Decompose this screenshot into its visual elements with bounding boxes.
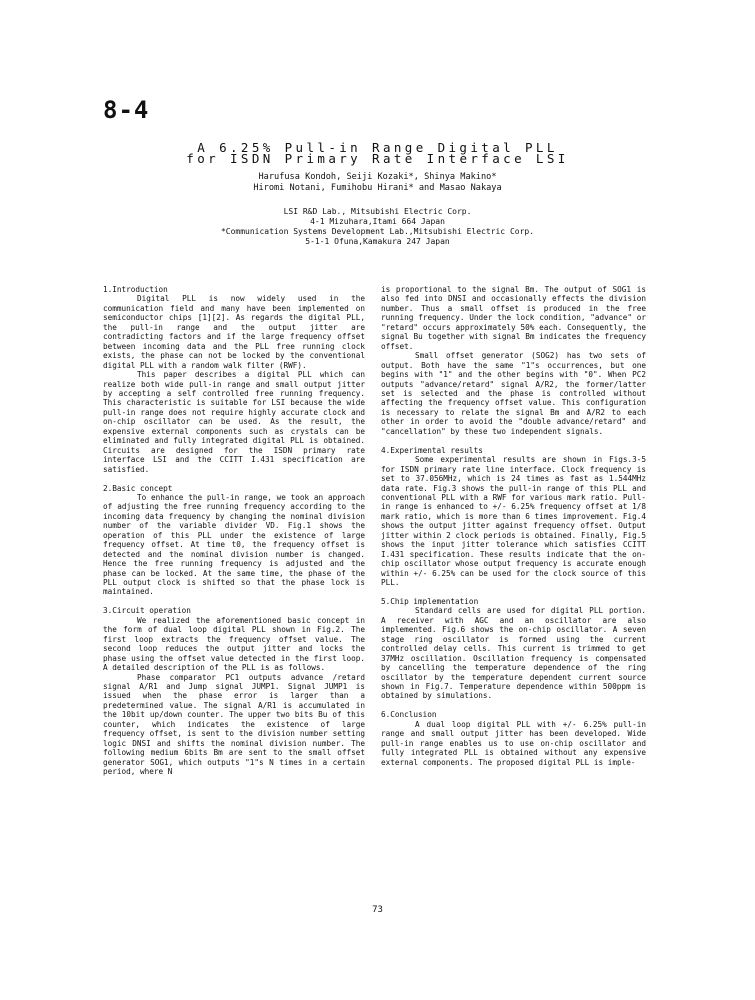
section-heading-introduction: 1.Introduction bbox=[103, 285, 168, 294]
affiliation-line-4: 5-1-1 Ofuna,Kamakura 247 Japan bbox=[305, 237, 450, 246]
right-column bbox=[381, 285, 646, 767]
introduction-paragraph-2: This paper describes a digital PLL which can realize both wide pull-in range and small output jitter by accepting a self controlled free running frequency. This characteristic is suitable for LSI because the wide pull-in range does not require highly accurate clock and on-chip oscillator can be used. As the result, the expensive external components such as crystals can be eliminated and fully integrated digital PLL is obtained. Circuits are designed for the ISDN primary rate interface LSI and the CCITT I.431 specification are satisfied. bbox=[103, 370, 365, 474]
conclusion-paragraph: A dual loop digital PLL with +/- 6.25% pull-in range and small output jitter has been developed. Wide pull-in range enables us to use on-chip oscillator and fully integrated PLL is obtained without any expensive external components. The proposed digital PLL is imple- bbox=[381, 719, 646, 767]
circuit-operation-paragraph-4: Small offset generator (SOG2) has two sets of output. Both have the same "1"s occurrences, but one begins with "1" and the other begins with "0". When PC2 outputs "advance/retard" signal A/R2, the former/latter set is selected and the phase is controlled without affecting the frequency offset value. This configuration is necessary to relate the signal Bm and A/R2 to each other in order to avoid the "double advance/retard" and "cancellation" by these two independent signals. bbox=[381, 351, 646, 436]
section-heading-chip-implementation: 5.Chip implementation bbox=[381, 596, 479, 606]
section-number: 8-4 bbox=[103, 96, 150, 124]
left-column bbox=[103, 285, 365, 777]
circuit-operation-paragraph-3: is proportional to the signal Bm. The output of SOG1 is also fed into DNSI and occasionally effects the division number. Thus a small offset is produced in the free running frequency. Under the lock condition, "advance" or "retard" occurs approximately 50% each. Consequently, the signal Bu together with signal Bm indicates the frequency offset. bbox=[381, 285, 646, 351]
section-heading-basic-concept: 2.Basic concept bbox=[103, 483, 173, 493]
basic-concept-paragraph: To enhance the pull-in range, we took an approach of adjusting the free running frequency according to the incoming data frequency by changing the nominal division number of the variable divider VD. Fig.1 shows the operation of this PLL under the existence of large frequency offset. At time t0, the frequency offset is detected and the nominal division number is changed. Hence the free running frequency is adjusted and the phase can be locked. At the same time, the phase of the PLL output clock is shifted so that the phase lock is maintained. bbox=[103, 492, 365, 597]
chip-implementation-paragraph: Standard cells are used for digital PLL portion. A receiver with AGC and an oscillator are also implemented. Fig.6 shows the on-chip oscillator. A seven stage ring oscillator is formed using the current controlled delay cells. This current is trimmed to get 37MHz oscillation. Oscillation frequency is compensated by cancelling the temperature dependence of the ring oscillator by the temperature dependent current source shown in Fig.7. Temperature dependence within 500ppm is obtained by simulations. bbox=[381, 606, 646, 701]
circuit-operation-paragraph-1: We realized the aforementioned basic concept in the form of dual loop digital PLL shown in Fig.2. The first loop extracts the frequency offset value. The second loop reduces the output jitter and locks the phase using the offset value detected in the first loop. A detailed description of the PLL is as follows. bbox=[103, 615, 365, 673]
circuit-operation-paragraph-2: Phase comparator PC1 outputs advance /retard signal A/R1 and Jump signal JUMP1. Signal JUMP1 is issued when the phase error is larger than a predetermined value. The signal A/R1 is accumulated in the 10bit up/down counter. The upper two bits Bu of this counter, which indicates the existence of large frequency offset, is sent to the division number setting logic DNSI and shifts the nominal division number. The following medium 6bits Bm are sent to the small offset generator SOG1, which outputs "1"s N times in a certain period, where N bbox=[103, 672, 365, 777]
authors-line-1: Harufusa Kondoh, Seiji Kozaki*, Shinya Makino* bbox=[258, 172, 497, 182]
paper-title-line-1: A 6.25% Pull-in Range Digital PLL bbox=[197, 140, 558, 155]
section-heading-conclusion: 6.Conclusion bbox=[381, 710, 437, 720]
authors-line-2: Hiromi Notani, Fumihobu Hirani* and Masao Nakaya bbox=[253, 183, 502, 193]
affiliation-line-3: *Communication Systems Development Lab.,Mitsubishi Electric Corp. bbox=[220, 227, 535, 236]
introduction-paragraph-1: Digital PLL is now widely used in the communication field and many have been implemented on semiconductor chips [1][2]. As regards the digital PLL, the pull-in range and the output jitter are contradicting factors and if the large frequency offset between incoming data and the PLL free running clock exists, the phase can not be locked by the conventional digital PLL with a random walk filter (RWF). bbox=[103, 294, 365, 370]
experimental-results-paragraph: Some experimental results are shown in Figs.3-5 for ISDN primary rate line interface. Clock frequency is set to 37.056MHz, which is 24 times as fast as 1.544MHz data rate. Fig.3 shows the pull-in range of this PLL and conventional PLL with a RWF for various mark ratio. Pull-in range is enhanced to +/- 6.25% frequency offset at 1/8 mark ratio, which is more than 6 times improvement. Fig.4 shows the output jitter against frequency offset. Output jitter within 2 clock periods is obtained. Finally, Fig.5 shows the input jitter tolerance which satisfies CCITT I.431 specification. These results indicate that the on-chip oscillator whose output frequency is accurate enough within +/- 6.25% can be used for the clock source of this PLL. bbox=[381, 455, 646, 588]
section-heading-circuit-operation: 3.Circuit operation bbox=[103, 606, 191, 616]
affiliation-line-1: LSI R&D Lab., Mitsubishi Electric Corp. bbox=[283, 207, 472, 216]
affiliation-line-2: 4-1 Mizuhara,Itami 664 Japan bbox=[310, 217, 445, 226]
paper-title-line-2: for ISDN Primary Rate Interface LSI bbox=[186, 151, 569, 166]
page-number: 73 bbox=[372, 905, 383, 915]
section-heading-experimental-results: 4.Experimental results bbox=[381, 445, 483, 455]
